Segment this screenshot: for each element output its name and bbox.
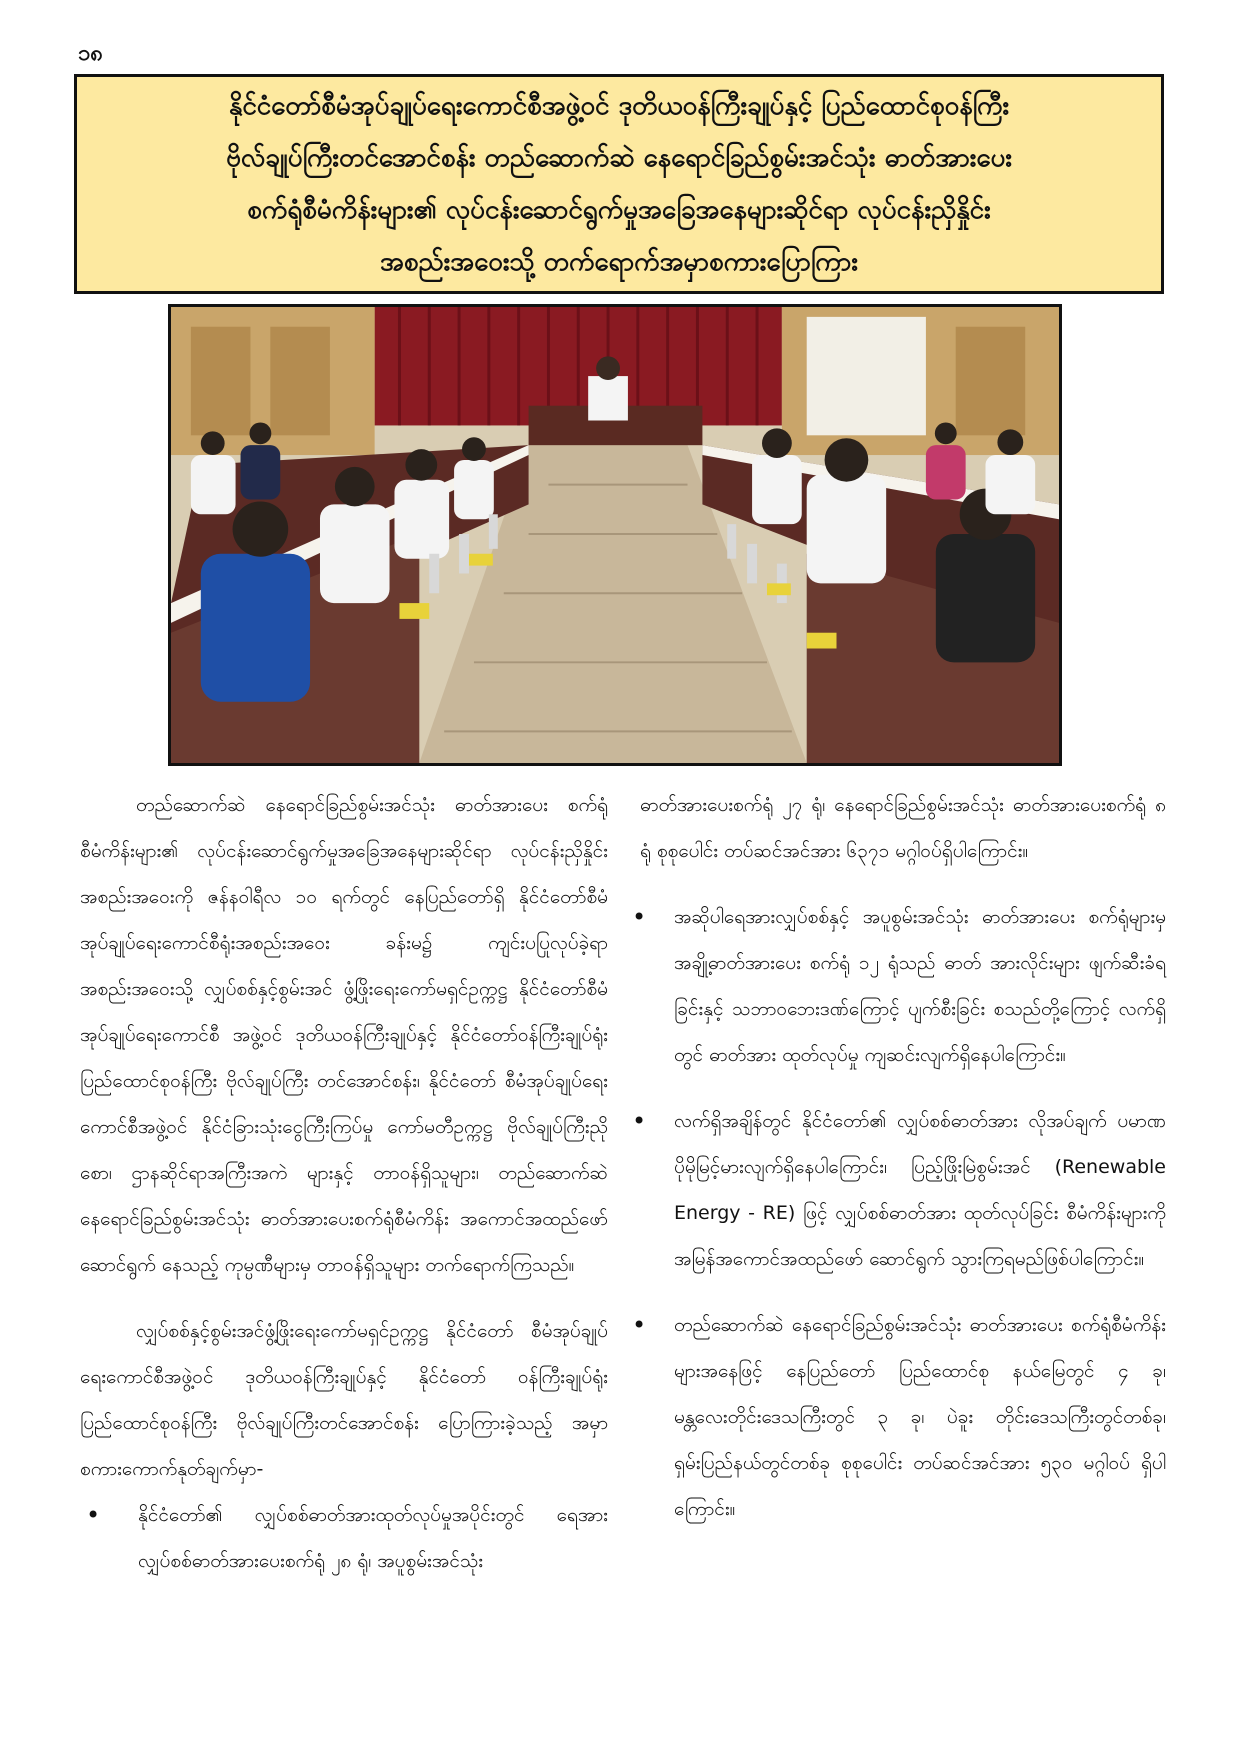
bullet-item: [632, 894, 1166, 1078]
bullet-text: လက်ရှိအချိန်တွင် နိုင်ငံတော်၏ လျှပ်စစ်ဓာတ်အား လိုအပ်ချက် ပမာဏ ပိုမိုမြင့်မားလျက်ရှိနေပါကြောင်း၊ ပြည့်ဖြိုးမြဲစွမ်းအင် (Renewable Energy - RE) ဖြင့် လျှပ်စစ်ဓာတ်အား ထုတ်လုပ်ခြင်း စီမံကိန်းများကို အမြန်အကောင်အထည်ဖော် ဆောင်ရွက် သွားကြရမည်ဖြစ်ပါကြောင်း။: [674, 1110, 1166, 1270]
right-column: [632, 782, 1166, 1552]
bullet-dot-icon: •: [632, 1107, 647, 1135]
left-column: [80, 782, 608, 1604]
bullet-text: တည်ဆောက်ဆဲ နေရောင်ခြည်စွမ်းအင်သုံး ဓာတ်အားပေး စက်ရုံစီမံကိန်းများအနေဖြင့် နေပြည်တော် ပြည်ထောင်စု နယ်မြေတွင် ၄ ခု၊ မန္တလေးတိုင်းဒေသကြီးတွင် ၃ ခု၊ ပဲခူး တိုင်းဒေသကြီးတွင်တစ်ခု၊ ရှမ်းပြည်နယ်တွင်တစ်ခု စုစုပေါင်း တပ်ဆင်အင်အား ၅၃၀ မဂ္ဂါဝပ် ရှိပါကြောင်း။: [674, 1314, 1166, 1520]
bullet-text: အဆိုပါရေအားလျှပ်စစ်နှင့် အပူစွမ်းအင်သုံး ဓာတ်အားပေး စက်ရုံများမှ အချို့ဓာတ်အားပေး စက်ရုံ ၁၂ ရုံသည် ဓာတ် အားလိုင်းများ ဖျက်ဆီးခံရခြင်းနှင့် သဘာဝဘေးဒဏ်ကြောင့် ပျက်စီးခြင်း စသည်တို့ကြောင့် လက်ရှိတွင် ဓာတ်အား ထုတ်လုပ်မှု ကျဆင်းလျက်ရှိနေပါကြောင်း။: [674, 906, 1166, 1066]
headline-box: [74, 74, 1164, 294]
headline-line: စက်ရုံစီမံကိန်းများ၏ လုပ်ငန်းဆောင်ရွက်မှုအခြေအနေများဆိုင်ရာ လုပ်ငန်းညှိနှိုင်း: [247, 195, 991, 225]
page-number: ၁၈: [78, 41, 103, 66]
headline-line: အစည်းအဝေးသို့ တက်ရောက်အမှာစကားပြောကြား: [380, 247, 858, 277]
bullet-dot-icon: •: [632, 1311, 647, 1339]
meeting-photo: [168, 304, 1062, 766]
bullet-item: [632, 1302, 1166, 1532]
bullet-item: [80, 1492, 608, 1584]
intro-paragraph: တည်ဆောက်ဆဲ နေရောင်ခြည်စွမ်းအင်သုံး ဓာတ်အားပေး စက်ရုံစီမံကိန်းများ၏ လုပ်ငန်းဆောင်ရွက်မှုအခြေအနေများဆိုင်ရာ လုပ်ငန်းညှိနှိုင်းအစည်းအဝေးကို ဇန်နဝါရီလ ၁၀ ရက်တွင် နေပြည်တော်ရှိ နိုင်ငံတော်စီမံအုပ်ချုပ်ရေးကောင်စီရုံးအစည်းအဝေး ခန်းမ၌ ကျင်းပပြုလုပ်ခဲ့ရာ အစည်းအဝေးသို့ လျှပ်စစ်နှင့်စွမ်းအင် ဖွံ့ဖြိုးရေးကော်မရှင်ဥက္ကဋ္ဌ နိုင်ငံတော်စီမံအုပ်ချုပ်ရေးကောင်စီ အဖွဲ့ဝင် ဒုတိယဝန်ကြီးချုပ်နှင့် နိုင်ငံတော်ဝန်ကြီးချုပ်ရုံး ပြည်ထောင်စုဝန်ကြီး ဗိုလ်ချုပ်ကြီး တင်အောင်စန်း၊ နိုင်ငံတော် စီမံအုပ်ချုပ်ရေးကောင်စီအဖွဲ့ဝင် နိုင်ငံခြားသုံးငွေကြီးကြပ်မှု ကော်မတီဥက္ကဋ္ဌ ဗိုလ်ချုပ်ကြီးညိုစော၊ ဌာနဆိုင်ရာအကြီးအကဲ များနှင့် တာဝန်ရှိသူများ၊ တည်ဆောက်ဆဲ နေရောင်ခြည်စွမ်းအင်သုံး ဓာတ်အားပေးစက်ရုံစီမံကိန်း အကောင်အထည်ဖော် ဆောင်ရွက် နေသည့် ကုမ္ပဏီများမှ တာဝန်ရှိသူများ တက်ရောက်ကြသည်။: [80, 794, 608, 1276]
bullet-dot-icon: •: [632, 903, 647, 931]
continued-bullet-text: ဓာတ်အားပေးစက်ရုံ ၂၇ ရုံ၊ နေရောင်ခြည်စွမ်းအင်သုံး ဓာတ်အားပေးစက်ရုံ ၈ ရုံ စုစုပေါင်း တပ်ဆင်အင်အား ၆၃၇၁ မဂ္ဂါဝပ်ရှိပါကြောင်း။: [640, 794, 1166, 862]
bullet-item: [632, 1098, 1166, 1282]
meeting-room-illustration: [171, 307, 1059, 763]
speech-intro-paragraph: လျှပ်စစ်နှင့်စွမ်းအင်ဖွံ့ဖြိုးရေးကော်မရှင်ဥက္ကဋ္ဌ နိုင်ငံတော် စီမံအုပ်ချုပ်ရေးကောင်စီအဖွဲ့ဝင် ဒုတိယဝန်ကြီးချုပ်နှင့် နိုင်ငံတော် ဝန်ကြီးချုပ်ရုံး ပြည်ထောင်စုဝန်ကြီး ဗိုလ်ချုပ်ကြီးတင်အောင်စန်း ပြောကြားခဲ့သည့် အမှာစကားကောက်နုတ်ချက်မှာ-: [80, 1320, 608, 1480]
bullet-dot-icon: •: [86, 1501, 101, 1529]
bullet-text: နိုင်ငံတော်၏ လျှပ်စစ်ဓာတ်အားထုတ်လုပ်မှုအပိုင်းတွင် ရေအားလျှပ်စစ်ဓာတ်အားပေးစက်ရုံ ၂၈ ရုံ၊ အပူစွမ်းအင်သုံး: [138, 1504, 608, 1572]
headline-line: ဗိုလ်ချုပ်ကြီးတင်အောင်စန်း တည်ဆောက်ဆဲ နေရောင်ခြည်စွမ်းအင်သုံး ဓာတ်အားပေး: [226, 143, 1012, 173]
headline-line: နိုင်ငံတော်စီမံအုပ်ချုပ်ရေးကောင်စီအဖွဲ့ဝင် ဒုတိယဝန်ကြီးချုပ်နှင့် ပြည်ထောင်စုဝန်ကြီး: [228, 91, 1010, 121]
